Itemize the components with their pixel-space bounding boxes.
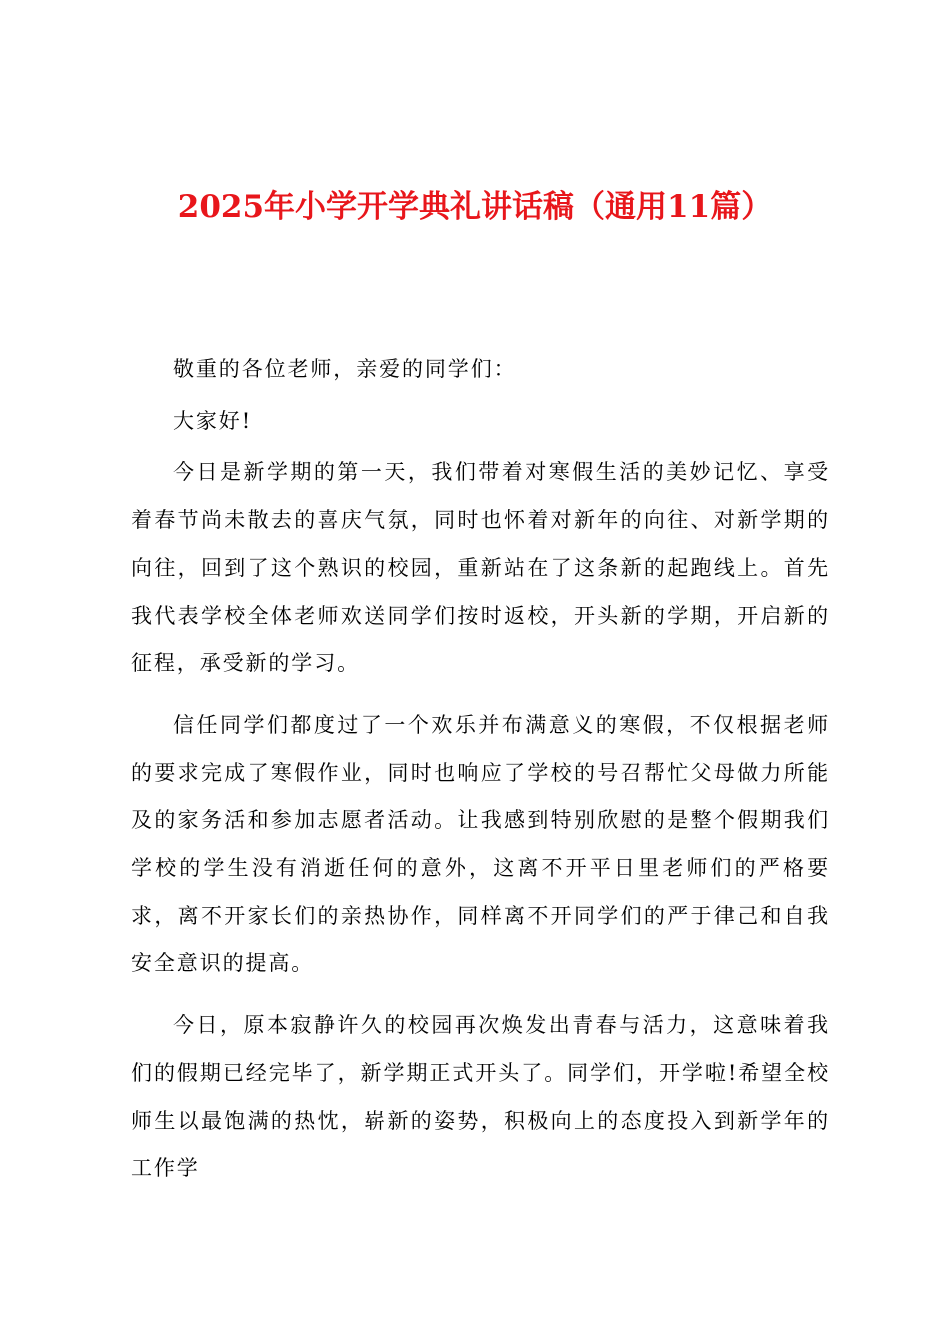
salutation-paragraph: 敬重的各位老师，亲爱的同学们： [173, 357, 517, 381]
body-paragraph: 信任同学们都度过了一个欢乐并布满意义的寒假，不仅根据老师的要求完成了寒假作业，同时也响应了学校的号召帮忙父母做力所能及的家务活和参加志愿者活动。让我感到特别欣慰的是整个假期我们学校的学生没有消逝任何的意外，这离不开平日里老师们的严格要求，离不开家长们的亲热协作，同样离不开同学们的严于律己和自我安全意识的提高。 [131, 712, 830, 976]
document-title: 2025年小学开学典礼讲话稿（通用11篇） [177, 189, 773, 225]
document-body [131, 346, 830, 1207]
body-paragraph: 今日，原本寂静许久的校园再次焕发出青春与活力，这意味着我们的假期已经完毕了，新学期正式开头了。同学们，开学啦!希望全校师生以最饱满的热忱，崭新的姿势，积极向上的态度投入到新学年的工作学 [131, 1013, 830, 1181]
body-paragraph: 今日是新学期的第一天，我们带着对寒假生活的美妙记忆、享受着春节尚未散去的喜庆气氛，同时也怀着对新年的向往、对新学期的向往，回到了这个熟识的校园，重新站在了这条新的起跑线上。首先我代表学校全体老师欢送同学们按时返校，开头新的学期，开启新的征程，承受新的学习。 [131, 460, 830, 676]
greeting-paragraph: 大家好! [173, 408, 253, 433]
